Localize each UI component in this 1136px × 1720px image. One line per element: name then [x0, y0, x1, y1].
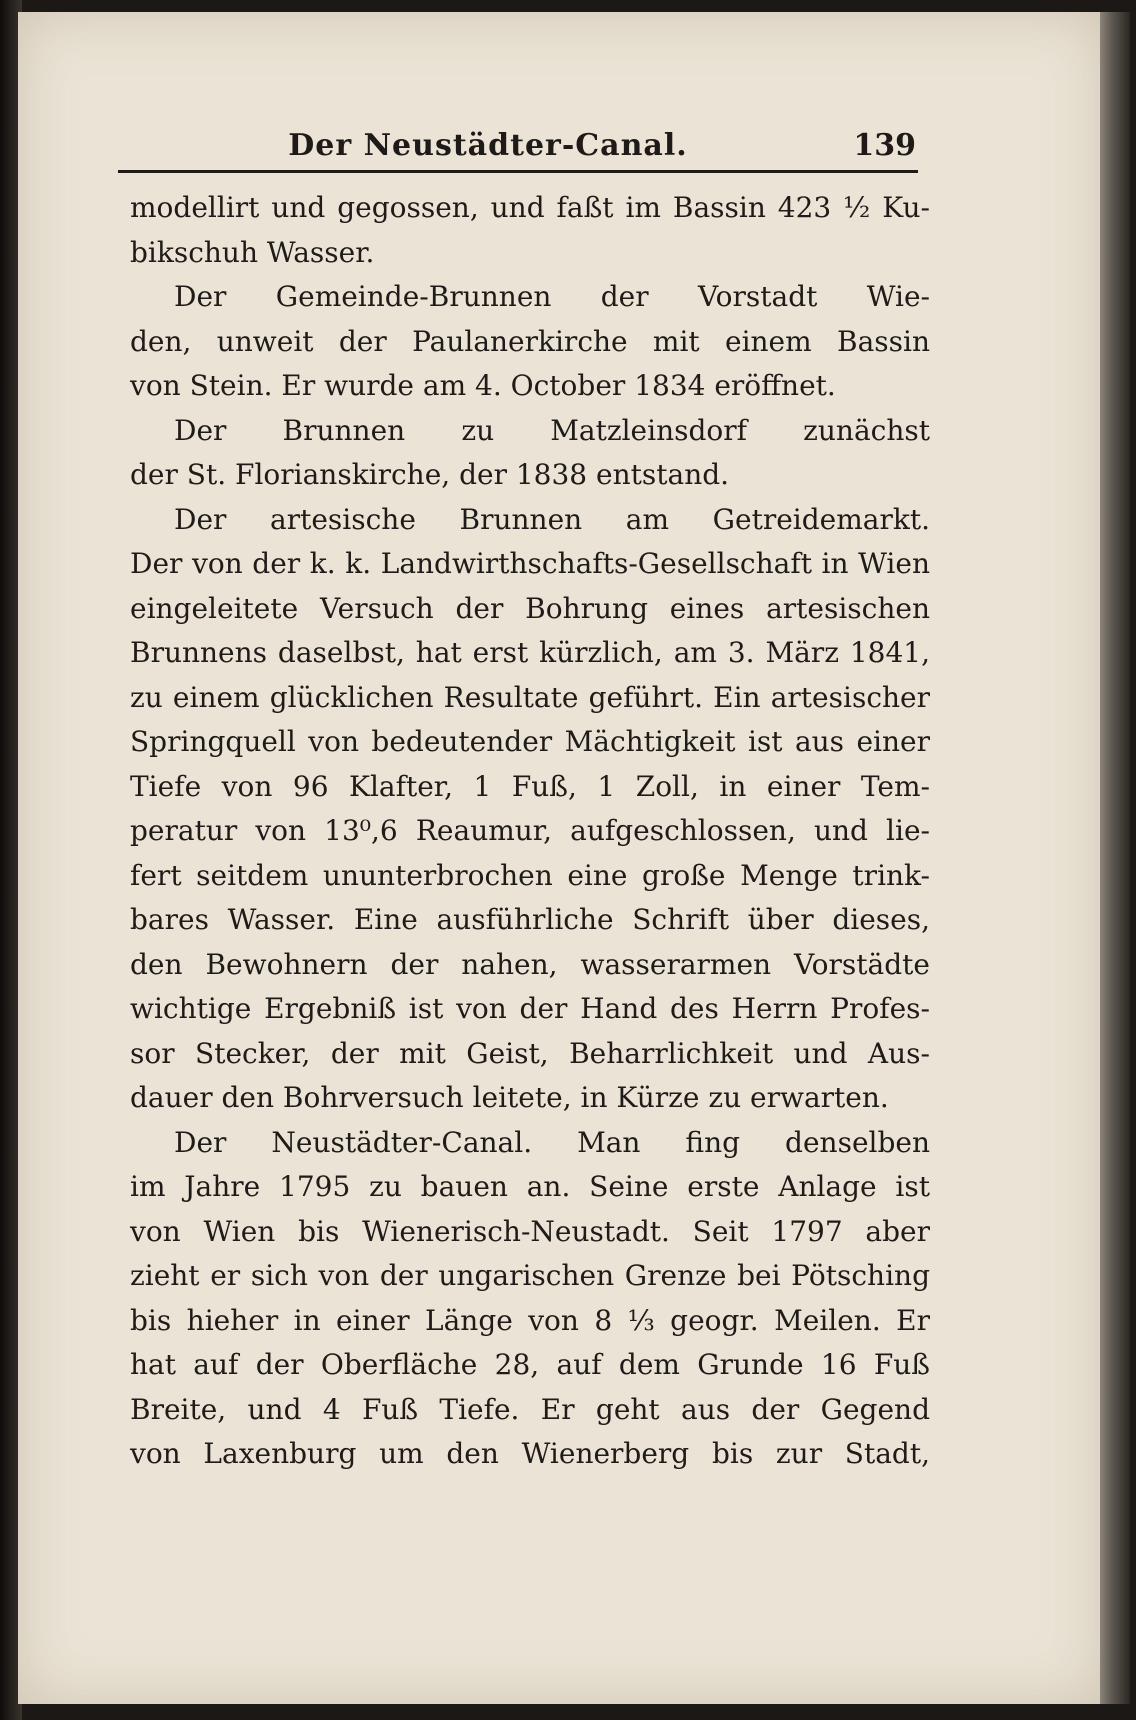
text-line: im Jahre 1795 zu bauen an. Seine erste Anlage ist [130, 1170, 930, 1203]
text-line: Der Neustädter-Canal. Man fing denselben [174, 1125, 930, 1159]
body-text [130, 186, 930, 1477]
text-line: zieht er sich von der ungarischen Grenze bei Pötsching [130, 1259, 930, 1292]
text-line: Der von der k. k. Landwirthschafts-Gesellschaft in Wien [130, 547, 930, 580]
text-line: Springquell von bedeutender Mächtigkeit ist aus einer [130, 725, 930, 758]
header-rule [118, 170, 918, 173]
text-line: Der Gemeinde-Brunnen der Vorstadt Wie- [174, 280, 930, 313]
text-line: Der artesische Brunnen am Getreidemarkt. [174, 502, 930, 536]
text-line: hat auf der Oberfläche 28, auf dem Grunde 16 Fuß [130, 1348, 930, 1381]
text-line: bis hieher in einer Länge von 8 ⅓ geogr. Meilen. Er [130, 1303, 930, 1337]
text-line: von Wien bis Wienerisch-Neustadt. Seit 1797 aber [130, 1214, 930, 1248]
text-line: sor Stecker, der mit Geist, Beharrlichkeit und Aus- [130, 1036, 930, 1070]
text-line: zu einem glücklichen Resultate geführt. Ein artesischer [130, 680, 930, 714]
text-line: bares Wasser. Eine ausführliche Schrift über dieses, [130, 903, 930, 936]
text-line: Breite, und 4 Fuß Tiefe. Er geht aus der Gegend [130, 1392, 930, 1426]
text-line: wichtige Ergebniß ist von der Hand des Herrn Profes- [130, 992, 930, 1025]
text-line: Der Brunnen zu Matzleinsdorf zunächst [174, 413, 930, 447]
text-line: modellirt und gegossen, und faßt im Bassin 423 ½ Ku- [130, 191, 930, 224]
text-line: der St. Florianskirche, der 1838 entstand. [130, 458, 730, 491]
text-line: Tiefe von 96 Klafter, 1 Fuß, 1 Zoll, in einer Tem- [130, 769, 930, 803]
text-line: den Bewohnern der nahen, wasserarmen Vorstädte [130, 947, 930, 981]
text-line: fert seitdem ununterbrochen eine große Menge trink- [130, 858, 930, 892]
text-line: Brunnens daselbst, hat erst kürzlich, am 3. März 1841, [130, 636, 930, 669]
text-line: peratur von 13⁰,6 Reaumur, aufgeschlossen, und lie- [130, 814, 930, 847]
page-number: 139 [853, 128, 916, 163]
page-stack-edge [1100, 12, 1130, 1704]
text-line: bikschuh Wasser. [130, 235, 375, 269]
text-line: den, unweit der Paulanerkirche mit einem Bassin [130, 324, 930, 358]
text-line: eingeleitete Versuch der Bohrung eines artesischen [130, 591, 930, 625]
text-line: dauer den Bohrversuch leitete, in Kürze zu erwarten. [130, 1081, 889, 1114]
page-header [118, 128, 918, 174]
text-line: von Stein. Er wurde am 4. October 1834 eröffnet. [130, 369, 836, 402]
running-title: Der Neustädter-Canal. [288, 128, 688, 163]
text-line: von Laxenburg um den Wienerberg bis zur Stadt, [130, 1437, 930, 1470]
